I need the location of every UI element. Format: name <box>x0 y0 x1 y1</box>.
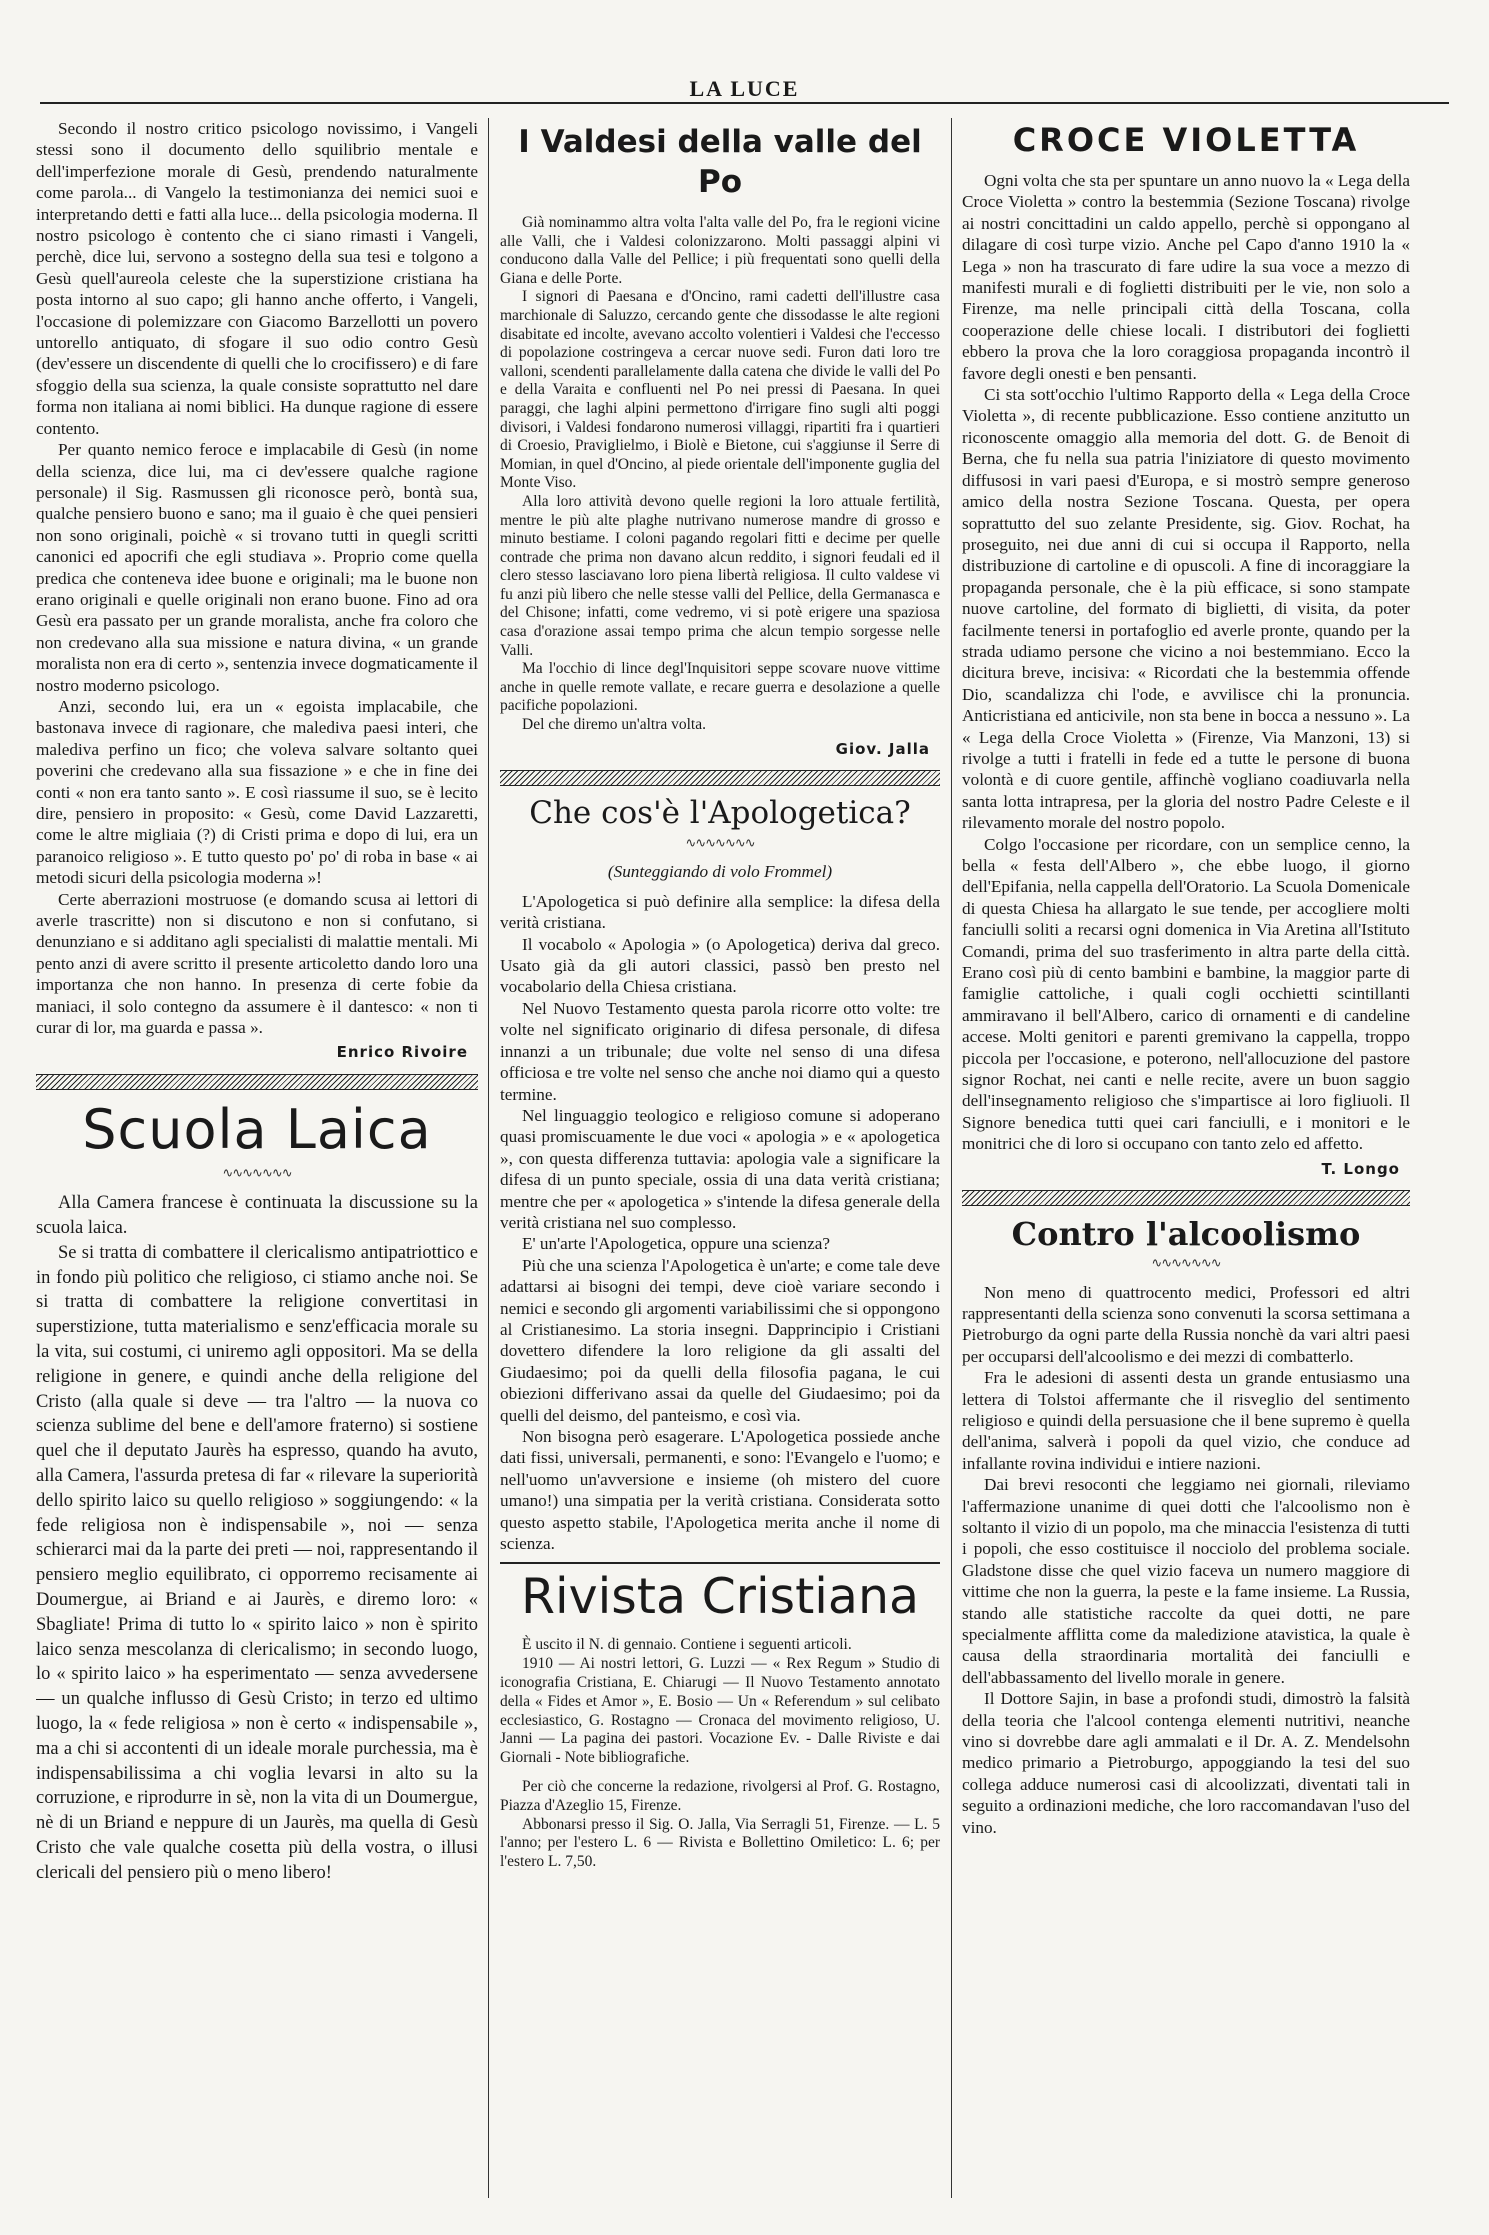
article-title: CROCE VIOLETTA <box>1012 121 1360 159</box>
paragraph: Alla loro attività devono quelle regioni la loro attuale fertilità, mentre le più alte plaghe nutrivano numerose mandre di grosso e minuto bestiame. I coloni pagando regolari fitti e decime per quelle contrade che prima non davano alcun reddito, i signori feudali ed il clero stesso lasciavano loro piena libertà religiosa. Il culto valdese vi fu anzi più libero che nelle stesse valli del Pellice, della Germanasca e del Chisone; infatti, come vedremo, vi si potè erigere una spaziosa casa d'orazione assai tempo prima che alcun tempio sorgesse nelle Valli. <box>500 492 940 659</box>
column-3 <box>962 118 1410 2208</box>
article-signature: Giov. Jalla <box>835 739 930 758</box>
paragraph: Abbonarsi presso il Sig. O. Jalla, Via Serragli 51, Firenze. — L. 5 l'anno; per l'estero L. 6 — Rivista e Bollettino Omiletico: L. 6; per l'estero L. 7,50. <box>500 1815 940 1871</box>
article-signature: T. Longo <box>1321 1159 1400 1178</box>
column-1 <box>36 118 478 2208</box>
title-ornament: ∿∿∿∿∿∿∿ <box>1151 1255 1221 1271</box>
paragraph: I signori di Paesana e d'Oncino, rami cadetti dell'illustre casa marchionale di Saluzzo, cercando gente che dissodasse le alte regioni disabitate ed incolte, avevano accolto volentieri i Valdesi che l'eccesso di popolazione costringeva a cercar nuove sedi. Furon dati loro tre valloni, scendenti parallelamente dalla catena che divide le valli del Po e della Varaita e confluenti nel Po nei pressi di Paesana. In quei paraggi, che laghi alpini permettono d'irrigare fino sugli alti poggi divisori, i Valdesi fondarono numerosi villaggi, ripartiti fra i quartieri di Croesio, Praviglielmo, i Biolè e Bietone, cui s'aggiunse il Serre di Momian, in quel d'Oncino, al piede orientale dell'imponente guglia del Monte Viso. <box>500 288 940 492</box>
article-signature: Enrico Rivoire <box>336 1043 468 1062</box>
ornamental-banner <box>500 770 940 786</box>
article-title: Rivista Cristiana <box>520 1568 920 1626</box>
paragraph: Alla Camera francese è continuata la discussione su la scuola laica. <box>36 1193 478 1239</box>
article-title: I Valdesi della valle del Po <box>518 124 922 200</box>
column-rule-1 <box>488 118 489 2198</box>
paragraph: Fra le adesioni di assenti desta un grande entusiasmo una lettera di Tolstoi affermante che il risveglio del sentimento religioso e quindi della persuasione che il bene supremo è quella dell'anima, salverà i popoli da quel vizio, che conduce ad infallante rovina individui e intiere nazioni. <box>962 1368 1410 1473</box>
paragraph: Del che diremo un'altra volta. <box>522 716 706 734</box>
paragraph: E' un'arte l'Apologetica, oppure una scienza? <box>522 1234 831 1254</box>
article-rivista-cristiana <box>500 1568 940 1872</box>
paragraph: Per ciò che concerne la redazione, rivolgersi al Prof. G. Rostagno, Piazza d'Azeglio 15, Firenze. <box>500 1778 940 1814</box>
article-croce-violetta <box>962 120 1410 1180</box>
paragraph: Per quanto nemico feroce e implacabile di Gesù (in nome della scienza, dice lui, ma ci dev'essere qualche ragione personale) il Sig. Rasmussen gli riconosce però, bontà sua, qualche pensiero buono e sano; ma il guaio è che quei pensieri non sono originali, poichè « si trovano tutti in quegli scritti canonici ed apocrifi che egli studiava ». Proprio come quella predica che conteneva idee buone e originali; ma le buone non erano originali e quelle originali non erano buone. Fino ad ora Gesù era passato per un grande moralista, anche fra coloro che non credevano alla sua missione e natura divina, « un grande moralista non era di certo », sentenzia invece dogmaticamente il nostro moderno psicologo. <box>36 440 478 695</box>
ornamental-banner <box>36 1074 478 1090</box>
column-2 <box>500 118 940 2208</box>
header-rule <box>40 102 1449 104</box>
paragraph: Già nominammo altra volta l'alta valle del Po, fra le regioni vicine alle Valli, che i Valdesi colonizzarono. Molti passaggi alpini vi conducono dalla Valle del Pellice; i più frequentati sono quelli della Giana e delle Porte. <box>500 214 940 287</box>
paragraph: Nel Nuovo Testamento questa parola ricorre otto volte: tre volte nel significato originario di difesa personale, di difesa innanzi a un tribunale; due volte nel senso di una difesa officiosa e tre volte nel senso che anche noi diamo qui a questo termine. <box>500 998 940 1104</box>
paragraph: Ogni volta che sta per spuntare un anno nuovo la « Lega della Croce Violetta » contro la bestemmia (Sezione Toscana) rivolge ai nostri concittadini un caldo appello, perchè si oppongano al dilagare di così turpe vizio. Anche pel Capo d'anno 1910 la « Lega » non ha trascurato di fare udire la sua voce a mezzo di manifesti murali e di foglietti distribuiti per le vie, non solo a Firenze, ma nelle principali città della Toscana, colla cooperazione delle chiese locali. I distributori dei foglietti ebbero la prova che la loro coraggiosa propaganda incontrò il favore degli onesti e ben pensanti. <box>962 171 1410 383</box>
paragraph: Il vocabolo « Apologia » (o Apologetica) deriva dal greco. Usato già da gli autori classici, passò ben presto nel vocabolario della Chiesa cristiana. <box>500 934 940 997</box>
paragraph: Se si tratta di combattere il clericalismo antipatriottico e in fondo più politico che religioso, ci stiamo anche noi. Se si tratta di combattere la religione convertitasi in superstizione, tutta materialismo e senz'efficacia morale su la vita, sui costumi, ci uniremo agli oppositori. Ma se della religione in genere, e quindi anche della religione del Cristo (alla quale si deve — tra l'altro — la nuova co scienza sublime del bene e dell'amore fraterno) si sostiene quel che il deputato Jaurès ha espresso, quando ha avuto, alla Camera, l'assurda pretesa di far « rilevare la superiorità dello spirito laico su quello religioso » soggiungendo: « la fede religiosa non è indispensabile », noi — senza schierarci mai da la parte dei preti — noi, rappresentando il pensiero meglio equilibrato, ci opporremo recisamente ai Doumergue, ai Briand e ai Jaurès, e diremo loro: « Sbagliate! Prima di tutto lo « spirito laico » non è spirito laico senza mescolanza di clericalismo; in secondo luogo, lo « spirito laico » ha esperimentato — senza avvedersene — un qualche influsso di Gesù Cristo; in terzo ed ultimo luogo, la « fede religiosa » non è certo « indispensabile », ma a chi si accontenti di un ideale morale purchessia, ma è indispensabilissima a chi voglia levarsi in alto su la corruzione, e riprodurre in sè, non la vita di un Doumergue, nè di un Briand e neppure di un Jaurès, ma quella di Gesù Cristo che vale qualche cosetta più della vostra, o illusi clericali del pensiero più o meno libero! <box>36 1242 478 1883</box>
article-title: Che cos'è l'Apologetica? <box>529 795 911 832</box>
section-rule <box>500 1562 940 1564</box>
article-title: Contro l'alcoolismo <box>1011 1215 1361 1254</box>
paragraph: Ma l'occhio di lince degl'Inquisitori seppe scovare nuove vittime anche in quelle remote vallate, e recare guerra e desolazione a quelle pacifiche popolazioni. <box>500 660 940 715</box>
article-title: Scuola Laica <box>82 1097 432 1161</box>
paragraph: Anzi, secondo lui, era un « egoista implacabile, che bastonava invece di ragionare, che malediva paesi interi, che malediva perfino un fico; che voleva salvare soltanto quei poverini che credevano alla sua fissazione » e che in fine dei conti « non era tanto santo ». E così riassume il suo, se è lecito dire, pensiero in proposito: « Gesù, come David Lazzaretti, come le altre migliaia (?) di Cristi prima e dopo di lui, era un paranoico religioso ». E tutto questo po' po' di roba in base « ai metodi sicuri della psicologia moderna »! <box>36 696 478 888</box>
paragraph: Ci sta sott'occhio l'ultimo Rapporto della « Lega della Croce Violetta », di recente pubblicazione. Esso contiene anzitutto un riconoscente omaggio alla memoria del dott. G. de Benoit di Berna, che fu nella sua patria l'iniziatore di questo movimento diffusosi in vari paesi d'Europa, e si mostrò sempre generoso amico della nostra Sezione Toscana. Questa, per opera soprattutto del suo zelante Presidente, sig. Giov. Rochat, ha proseguito, nei due anni di cui si occupa il Rapporto, nella distribuzione di cartoline e di opuscoli. A fine di incoraggiare la propaganda personale, che è la più efficace, si sono stampate nuove cartoline, del formato di biglietti, di visita, da poter facilmente tenersi in portafoglio ed averle pronte, quando per la strada udiamo persone che vicino a noi bestemmiano. Ecco la dicitura breve, incisiva: « Ricordati che la bestemmia offende Dio, scandalizza chi l'ode, e avvilisce chi la pronuncia. Anticristiana ed anticivile, non sta bene in bocca a nessuno ». La « Lega della Croce Violetta » (Firenze, Via Manzoni, 13) si rivolge a tutti i fratelli in fede ed a tutte le persone di buona volontà e di cuore gentile, affinchè vogliano coadiuvarla nella santa lotta intrapresa, per la gloria del nostro Padre Celeste e il rilevamento morale del nostro popolo. <box>962 385 1410 833</box>
article-scuola-laica <box>36 1098 478 1886</box>
title-ornament: ∿∿∿∿∿∿∿ <box>685 835 755 851</box>
article-rasmussen <box>36 118 478 1064</box>
paragraph: Dai brevi resoconti che leggiamo nei giornali, rileviamo l'affermazione unanime di quei dotti che l'alcoolismo non è soltanto il vizio di un popolo, ma che minaccia l'esistenza di tutti i popoli, che esso costituisce il nocciolo del problema sociale. Gladstone disse che quel vizio faceva un numero maggiore di vittime che non la guerra, la peste e la fame insieme. La Russia, stando alle statistiche raccolte da quei dotti, ne pare specialmente afflitta come da maledizione atavistica, la quale è causa della straordinaria mortalità dei fanciulli e dell'abbassamento del livello morale in genere. <box>962 1475 1410 1687</box>
column-rule-2 <box>951 118 952 2198</box>
ornamental-banner <box>962 1190 1410 1206</box>
paragraph: Il Dottore Sajin, in base a profondi studi, dimostrò la falsità della teoria che l'alcool contenga elementi nutritivi, neanche vino si dovrebbe dare agli ammalati e il Dr. A. Z. Mendelsohn medico primario a Pietroburgo, appoggiando la tesi del suo collega adduce numerosi casi di alcoolizzati, diventati tali in seguito a ordinazioni mediche, che loro raccomandavan l'uso del vino. <box>962 1689 1410 1837</box>
article-alcoolismo <box>962 1214 1410 1838</box>
paragraph: Colgo l'occasione per ricordare, con un semplice cenno, la bella « festa dell'Albero », che ebbe luogo, il giorno dell'Epifania, nella cappella dell'Oratorio. La Scuola Domenicale di questa Chiesa ha allargato le sue tende, per accogliere molti fanciulli soliti a recarsi ogni domenica in Via Aretina all'Istituto Comandi, prima del suo trasferimento in altra parte della città. Erano così più di cento bambini e bambine, la maggior parte di famiglie cattoliche, i quali cogli occhietti scintillanti ammiravano il bell'Albero, carico di ornamenti e di candeline accese. Molti genitori e parenti gremivano la cappella, troppo piccola per l'occasione, e poterono, nell'allocuzione del pastore signor Rochat, nei canti e nelle recite, avere un buon saggio dell'insegnamento religioso che s'impartisce ai loro figliuoli. Il Signore benedica tutti quei cari fanciulli, e i monitori e le monitrici che di loro si occupano con tanto zelo ed affetto. <box>962 834 1410 1154</box>
paragraph: Nel linguaggio teologico e religioso comune si adoperano quasi promiscuamente le due voci « apologia » e « apologetica », con questa differenza tuttavia: apologia vale a significare la difesa di un punto speciale, ossia di una data verità cristiana; mentre che per « apologetica » s'intende la difesa generale della verità cristiana nel suo complesso. <box>500 1105 940 1232</box>
paragraph: Secondo il nostro critico psicologo novissimo, i Vangeli stessi sono il documento dello squilibrio mentale e dell'imperfezione morale di Gesù, prendendo naturalmente come parola... di Vangelo la testimonianza dei nemici suoi e interpretando detti e fatti alla luce... della psicologia moderna. Il nostro psicologo è contento che ci siano rimasti i Vangeli, perchè, dice lui, servono a sostegno della sua tesi e tolgono a Gesù quell'aureola celeste che la superstizione cristiana ha posta intorno al suo capo; gli hanno anche offerto, i Vangeli, l'occasione di polemizzare con Giacomo Barzellotti un povero untorello antiquato, di sfogare il suo odio contro Gesù (dev'essere un discendente di quelli che lo crocifissero) e di fare sfoggio della sua scienza, la quale consiste soprattutto nel dare forma non italiana ai nomi biblici. Ha dunque ragione di essere contento. <box>36 119 478 438</box>
paragraph: È uscito il N. di gennaio. Contiene i seguenti articoli. <box>522 1636 852 1654</box>
title-ornament: ∿∿∿∿∿∿∿ <box>222 1164 292 1180</box>
paragraph: Più che una scienza l'Apologetica è un'arte; e come tale deve adattarsi ai bisogni dei tempi, deve cioè variare secondo i nemici e secondo gli argomenti variabilissimi che si oppongono al Cristianesimo. La storia insegni. Dapprincipio i Cristiani dovettero difendere la loro religione da gli assalti del Giudaesimo; poi da quelli della filosofia pagana, le cui obiezioni differivano assai da quelle del Giudaesimo; poi da quelli del deismo, del panteismo, e così via. <box>500 1255 940 1425</box>
masthead: LA LUCE <box>689 76 800 101</box>
article-valdesi <box>500 122 940 760</box>
paragraph: Non bisogna però esagerare. L'Apologetica possiede anche dati fissi, universali, permanenti, e sono: l'Evangelo e l'uomo; e nell'uomo un'avversione e insieme (oh mistero del cuore umano!) una simpatia per la verità cristiana. Considerata sotto questo aspetto stabile, l'Apologetica merita anche il nome di scienza. <box>500 1427 940 1554</box>
paragraph: 1910 — Ai nostri lettori, G. Luzzi — « Rex Regum » Studio di iconografia Cristiana, E. Chiarugi — Il Nuovo Testamento annotato della « Fides et Amor », E. Bosio — Un « Referendum » sul celibato ecclesiastico, G. Rostagno — Cronaca del movimento religioso, U. Janni — La pagina dei pastori. Vocazione Ev. - Dalle Riviste e dai Giornali - Note bibliografiche. <box>500 1655 940 1767</box>
article-apologetica <box>500 794 940 1554</box>
paragraph: Certe aberrazioni mostruose (e domando scusa ai lettori di averle trascritte) non si discutono e non si confutano, si denunziano e si additano agli specialisti di malattie mentali. Mi pento anzi di avere scritto il presente articoletto dando loro una importanza che non hanno. In presenza di certe fobie da maniaci, il solo contegno da assumere è il dantesco: « non ti curar di lor, ma guarda e passa ». <box>36 889 478 1038</box>
paragraph: Non meno di quattrocento medici, Professori ed altri rappresentanti della scienza sono convenuti la scorsa settimana a Pietroburgo da ogni parte della Russia nonchè da vari altri paesi per occuparsi dell'alcoolismo e dei mezzi di combatterlo. <box>962 1282 1410 1366</box>
article-subtitle: (Sunteggiando di volo Frommel) <box>607 862 833 882</box>
paragraph: L'Apologetica si può definire alla semplice: la difesa della verità cristiana. <box>500 891 940 933</box>
